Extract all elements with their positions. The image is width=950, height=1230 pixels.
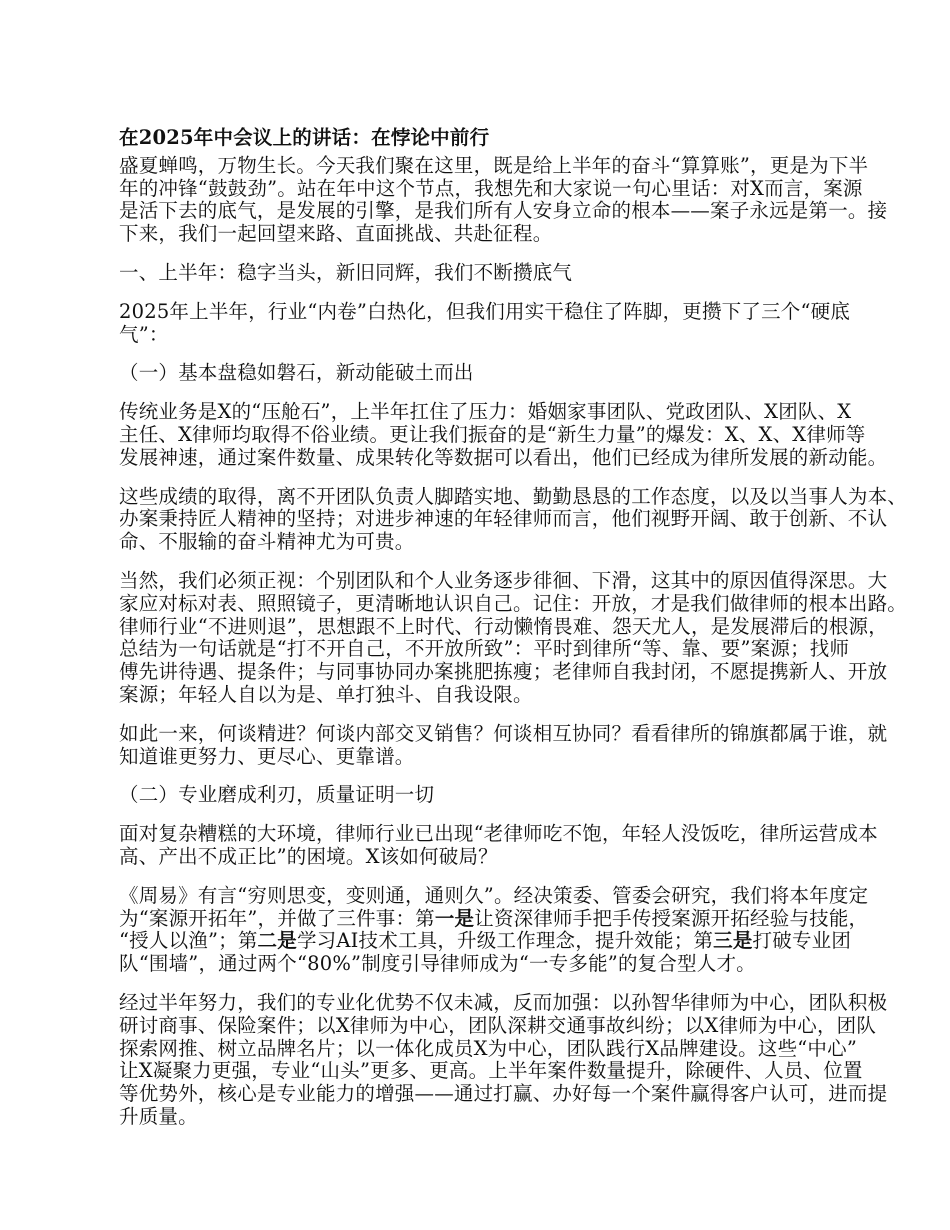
section-heading-1 [119,262,859,285]
text-segment: 打破专业团 [752,929,852,953]
paragraph [119,484,908,554]
paragraph [119,822,878,869]
document-page [119,126,908,1145]
document-title: 在2025年中会议上的讲话：在悖论中前行 [119,126,490,149]
text-line: 气”： [119,322,169,346]
text-line: 当然，我们必须正视：个别团队和个人业务逐步徘徊、下滑，这其中的原因值得深思。大 [119,568,888,592]
text-segment: 让资深律师手把手传授案源开拓经验与技能， [474,906,869,930]
paragraph [119,721,888,769]
bold-phrase: 一是 [434,906,475,930]
text-line: 面对复杂糟糕的大环境，律师行业已出现“老律师吃不饱，年轻人没饭吃，律所运营成本 [119,822,878,846]
text-line: 2025年上半年，行业“内卷”白热化，但我们用实干稳住了阵脚，更攒下了三个“硬底 [119,299,851,323]
text-line: 一、上半年：稳字当头，新旧同辉，我们不断攒底气 [119,260,573,284]
bold-phrase: 三是 [713,929,753,953]
text-segment: 学习AI技术工具，升级工作理念，提升效能；第 [296,929,714,953]
text-line: 主任、X律师均取得不俗业绩。更让我们振奋的是“新生力量”的爆发：X、X、X律师等 [119,422,866,446]
text-line: 如此一来，何谈精进？何谈内部交叉销售？何谈相互协同？看看律所的锦旗都属于谁，就 [119,721,888,745]
intro-paragraph [119,153,888,246]
text-line: 研讨商事、保险案件；以X律师为中心，团队深耕交通事故纠纷；以X律师为中心，团队 [119,1013,877,1037]
paragraph [119,568,908,707]
text-line: 让X凝聚力更强，专业“山头”更多、更高。上半年案件数量提升，除硬件、人员、位置 [119,1059,863,1083]
text-line: 傅先讲待遇、提条件；与同事协同办案挑肥拣瘦；老律师自我封闭，不愿提携新人、开放 [119,660,888,684]
text-line: 发展神速，通过案件数量、成果转化等数据可以看出，他们已经成为律所发展的新动能。 [119,445,888,469]
text-line: 总结为一句话就是“打不开自己，不开放所致”：平时到律所“等、靠、要”案源；找师 [119,637,850,661]
text-line: 经过半年努力，我们的专业化优势不仅未减，反而加强：以孙智华律师为中心，团队积极 [119,990,888,1014]
text-line [119,930,859,953]
text-line: 下来，我们一起回望来路、直面挑战、共赴征程。 [119,222,553,246]
bold-phrase: 二是 [257,929,297,953]
text-line: 知道谁更努力、更尽心、更靠谱。 [119,744,415,768]
text-line: 等优势外，核心是专业能力的增强——通过打赢、办好每一个案件赢得客户认可，进而提 [119,1082,888,1106]
text-line: 办案秉持匠人精神的坚持；对进步神速的年轻律师而言，他们视野开阔、敢于创新、不认 [119,507,888,531]
text-line: 升质量。 [119,1104,198,1128]
text-segment: 《周易》有言“穷则思变，变则通，通则久”。经决策委、管委会研究，我们将本年度定 [119,883,869,907]
text-line: （一）基本盘稳如磐石，新动能破土而出 [119,361,474,385]
text-line: 探索网推、树立品牌名片；以一体化成员X为中心，团队践行X品牌建设。这些“中心” [119,1036,858,1060]
text-segment: “授人以渔”；第 [119,929,258,953]
paragraph [119,883,869,976]
text-line: 律师行业“不进则退”，思想跟不上时代、行动懒惰畏难、怨天尤人，是发展滞后的根源， [119,614,888,638]
text-line: 命、不服输的奋斗精神尤为可贵。 [119,530,415,554]
section-intro-paragraph [119,301,859,347]
paragraph [119,990,888,1129]
text-line: （二）专业磨成利刃，质量证明一切 [119,783,435,807]
subsection-heading-1 [119,362,859,385]
text-line [119,883,869,908]
paragraph [119,400,888,469]
text-segment: 为“案源开拓年”，并做了三件事：第 [119,906,435,930]
text-line: 年的冲锋“鼓鼓劲”。站在年中这个节点，我想先和大家说一句心里话：对X而言，案源 [119,176,863,200]
text-line: 盛夏蝉鸣，万物生长。今天我们聚在这里，既是给上半年的奋斗“算算账”，更是为下半 [119,153,869,177]
text-line: 家应对标对表、照照镜子，更清晰地认识自己。记住：开放，才是我们做律师的根本出路。 [119,591,908,615]
document-body [119,153,908,1129]
text-line [119,906,869,931]
text-line: 是活下去的底气，是发展的引擎，是我们所有人安身立命的根本——案子永远是第一。接 [119,199,888,223]
text-line: 案源；年轻人自以为是、单打独斗、自我设限。 [119,682,533,706]
subsection-heading-2 [119,784,859,807]
text-line: 这些成绩的取得，离不开团队负责人脚踏实地、勤勤恳恳的工作态度，以及以当事人为本、 [119,484,908,508]
text-line [119,953,859,976]
text-line: 高、产出不成正比”的困境。X该如何破局？ [119,844,498,868]
text-segment: 队“围墙”，通过两个“80%”制度引导律师成为“一专多能”的复合型人才。 [119,952,756,976]
text-line: 传统业务是X的“压舱石”，上半年扛住了压力：婚姻家事团队、党政团队、X团队、X [119,400,852,424]
